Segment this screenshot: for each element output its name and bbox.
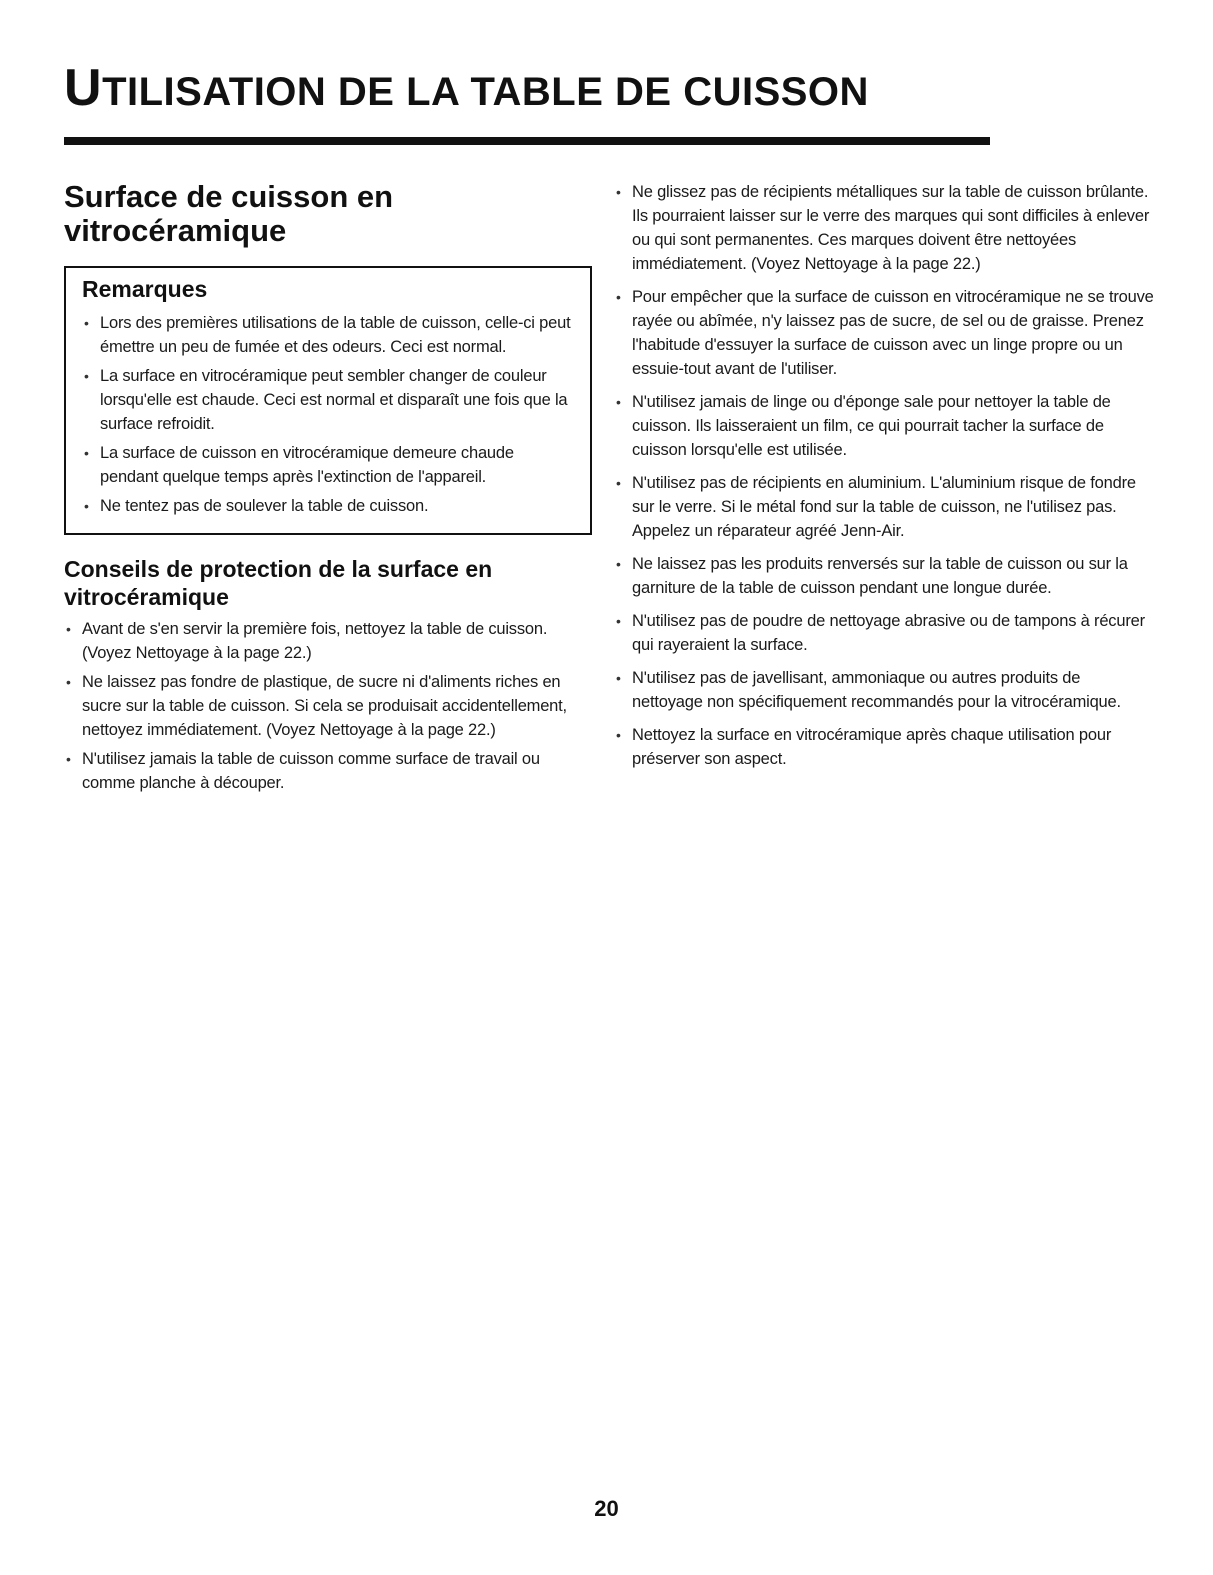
section-title: Surface de cuisson en vitrocéramique: [64, 179, 394, 248]
left-column: [64, 180, 594, 800]
list-item: [64, 670, 594, 742]
list-item-text: La surface de cuisson en vitrocéramique demeure chaude pendant quelque temps après l'extinction de l'appareil.: [100, 444, 514, 486]
list-item: [64, 747, 594, 795]
list-item: [614, 180, 1154, 276]
list-item: [82, 441, 574, 489]
bullet-icon: •: [84, 498, 89, 514]
bullet-icon: •: [616, 289, 621, 305]
list-item-text: N'utilisez pas de javellisant, ammoniaque ou autres produits de nettoyage non spécifiquement recommandés pour la vitrocéramique.: [632, 669, 1121, 711]
bullet-icon: •: [66, 751, 71, 767]
page-title-initial: U: [64, 59, 103, 117]
bullet-icon: •: [616, 475, 621, 491]
tips-heading: Conseils de protection de la surface en vitrocéramique: [64, 556, 493, 610]
bullet-icon: •: [616, 184, 621, 200]
page-number: 20: [594, 1496, 619, 1521]
list-item: [614, 552, 1154, 600]
bullet-icon: •: [84, 368, 89, 384]
list-item: [82, 494, 574, 518]
list-item-text: Ne laissez pas fondre de plastique, de sucre ni d'aliments riches en sucre sur la table de cuisson. Si cela se produisait accidentellement, nettoyez immédiatement. (Voyez Nettoyage à la page 22.): [82, 673, 567, 739]
bullet-icon: •: [616, 556, 621, 572]
list-item: [64, 617, 594, 665]
notes-heading: Remarques: [82, 276, 208, 302]
list-item-text: N'utilisez pas de poudre de nettoyage abrasive ou de tampons à récurer qui rayeraient la surface.: [632, 612, 1145, 654]
bullet-icon: •: [616, 727, 621, 743]
list-item-text: Avant de s'en servir la première fois, nettoyez la table de cuisson. (Voyez Nettoyage à la page 22.): [82, 620, 548, 662]
notes-box: [64, 266, 592, 535]
right-column: [614, 180, 1154, 780]
list-item: [82, 364, 574, 436]
tips-list: [64, 617, 594, 795]
bullet-icon: •: [616, 613, 621, 629]
list-item: [614, 609, 1154, 657]
bullet-icon: •: [66, 621, 71, 637]
list-item: [614, 666, 1154, 714]
bullet-icon: •: [616, 394, 621, 410]
list-item: [614, 390, 1154, 462]
list-item-text: Ne laissez pas les produits renversés sur la table de cuisson ou sur la garniture de la table de cuisson pendant une longue durée.: [632, 555, 1128, 597]
list-item: [614, 285, 1154, 381]
list-item: [82, 311, 574, 359]
list-item-text: Lors des premières utilisations de la table de cuisson, celle-ci peut émettre un peu de fumée et des odeurs. Ceci est normal.: [100, 314, 571, 356]
right-list: [614, 180, 1154, 771]
list-item: [614, 471, 1154, 543]
list-item-text: Pour empêcher que la surface de cuisson en vitrocéramique ne se trouve rayée ou abîmée, n'y laissez pas de sucre, de sel ou de graisse. Prenez l'habitude d'essuyer la surface de cuisson avec un linge propre ou un essuie-tout avant de l'utiliser.: [632, 288, 1154, 378]
notes-list: [82, 311, 574, 518]
list-item-text: N'utilisez jamais de linge ou d'éponge sale pour nettoyer la table de cuisson. Ils laisseraient un film, ce qui pourrait tacher la surface de cuisson lorsqu'elle est utilisée.: [632, 393, 1111, 459]
list-item: [614, 723, 1154, 771]
bullet-icon: •: [66, 674, 71, 690]
list-item-text: N'utilisez jamais la table de cuisson comme surface de travail ou comme planche à découper.: [82, 750, 540, 792]
list-item-text: Nettoyez la surface en vitrocéramique après chaque utilisation pour préserver son aspect.: [632, 726, 1112, 768]
list-item-text: Ne glissez pas de récipients métalliques sur la table de cuisson brûlante. Ils pourraient laisser sur le verre des marques qui sont difficiles à enlever ou qui sont permanentes. Ces marques doivent être nettoyées immédiatement. (Voyez Nettoyage à la page 22.): [632, 183, 1150, 273]
list-item-text: N'utilisez pas de récipients en aluminium. L'aluminium risque de fondre sur le verre. Si le métal fond sur la table de cuisson, ne l'utilisez pas. Appelez un réparateur agréé Jenn-Air.: [632, 474, 1136, 540]
bullet-icon: •: [84, 315, 89, 331]
page-title-rest: TILISATION DE LA TABLE DE CUISSON: [102, 70, 869, 114]
list-item-text: Ne tentez pas de soulever la table de cuisson.: [100, 497, 429, 515]
bullet-icon: •: [616, 670, 621, 686]
title-rule: [64, 137, 990, 145]
page-title: [64, 59, 869, 117]
list-item-text: La surface en vitrocéramique peut sembler changer de couleur lorsqu'elle est chaude. Ceci est normal et disparaît une fois que la surface refroidit.: [100, 367, 568, 433]
bullet-icon: •: [84, 445, 89, 461]
